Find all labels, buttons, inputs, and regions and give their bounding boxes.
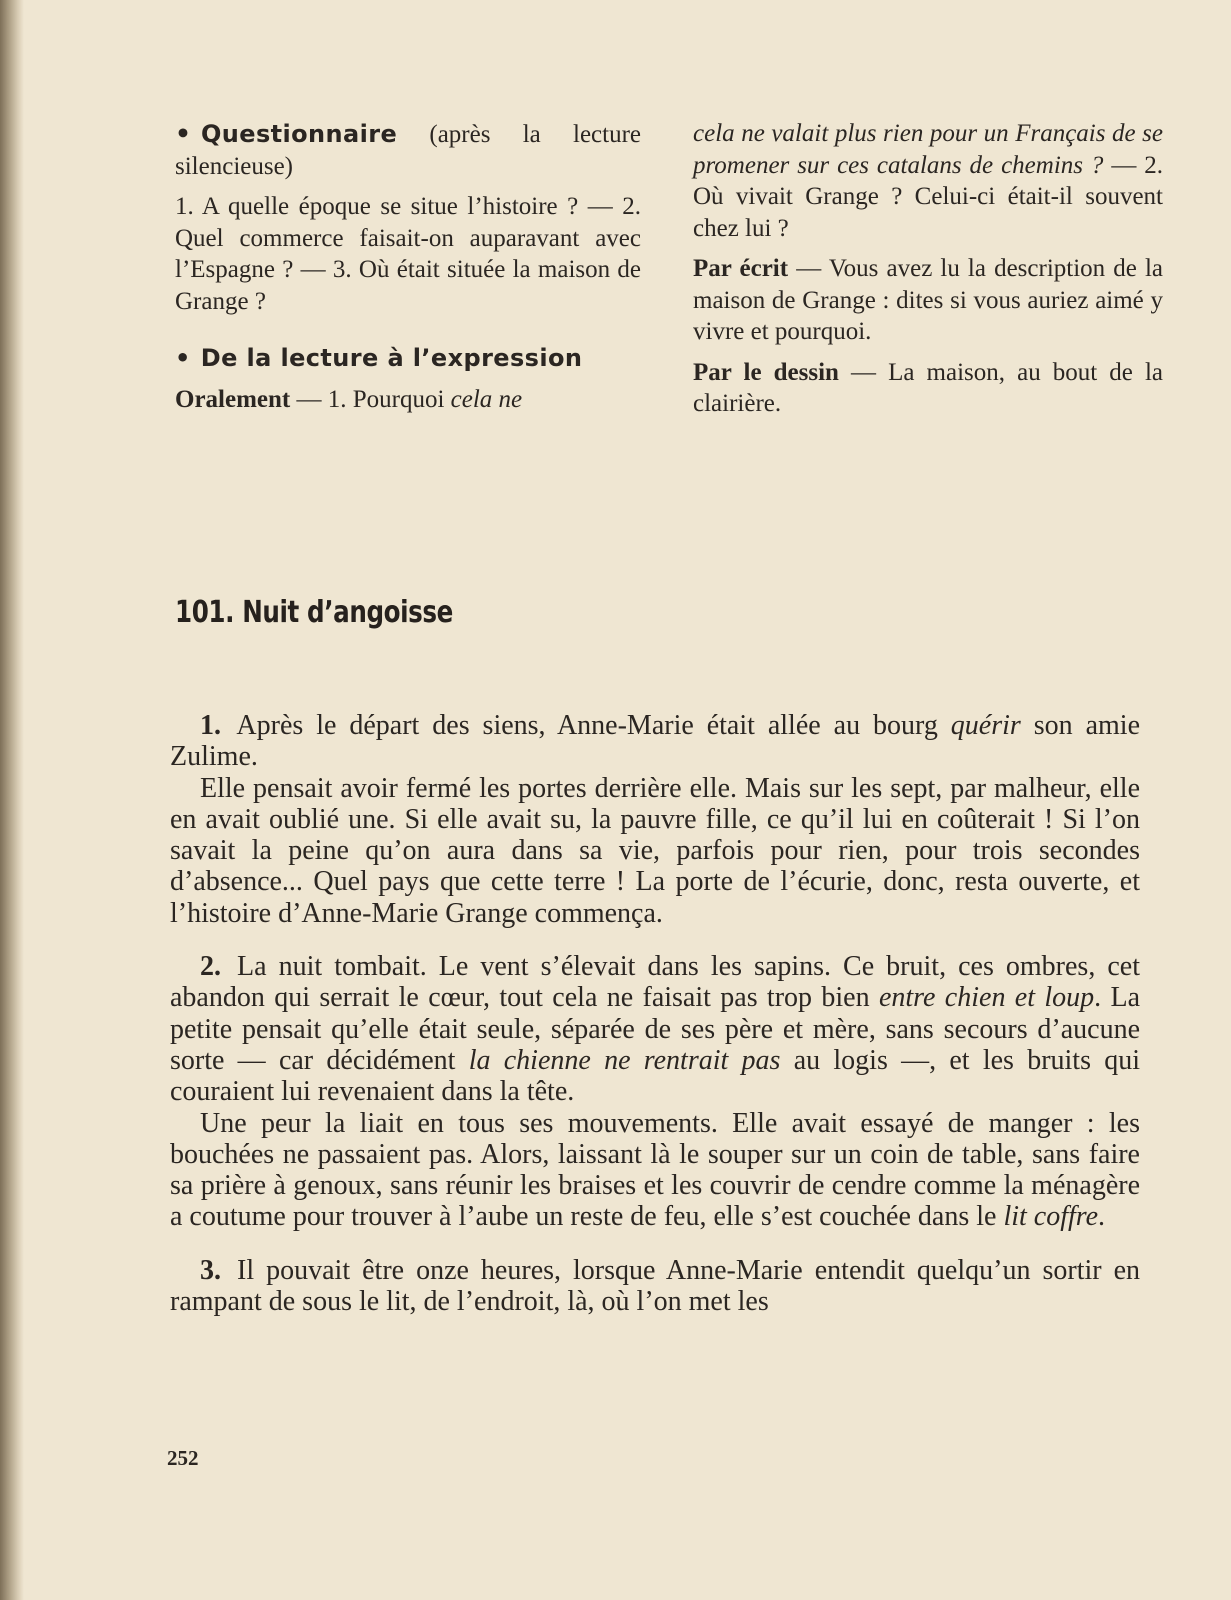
bullet-icon: • <box>175 344 191 372</box>
written-text: — Vous avez lu la description de la maison de Grange : dites si vous auriez aimé y vivre et pourquoi. <box>693 255 1163 345</box>
bullet-icon: • <box>175 119 191 148</box>
oral-label: Oralement <box>175 385 291 413</box>
reading-text <box>170 710 1140 1317</box>
expression-heading: De la lecture à l’expression <box>200 344 583 372</box>
page-number: 252 <box>167 1446 199 1470</box>
oral-text-start: — 1. Pourquoi <box>296 385 445 413</box>
italic-term: lit coffre <box>1003 1201 1099 1233</box>
drawing-text: — La maison, au bout de la clairière. <box>693 358 1164 417</box>
paragraph-number: 3. <box>200 1254 221 1286</box>
italic-term: la chienne ne rentrait pas <box>468 1044 781 1076</box>
questionnaire-subtitle: (après la lecture silencieuse) <box>175 121 641 180</box>
paragraph-number: 1. <box>200 710 221 741</box>
expression-header <box>175 343 641 375</box>
questionnaire-questions: 1. A quelle époque se situe l’histoire ? — 2. Quel commerce faisait-on auparavant avec l’Espagne ? — 3. Où était située la maison de Grange ? <box>175 193 641 315</box>
paragraph-1b: Elle pensait avoir fermé les portes derrière elle. Mais sur les sept, par malheur, elle en avait oublié une. Si elle avait su, la pauvre fille, ce qu’il lui en coûterait ! Si l’on savait la peine qu’on aura dans sa vie, parfois pour rien, pour trois secondes d’absence... Quel pays que cette terre ! La porte de l’écurie, donc, resta ouverte, et l’histoire d’Anne-Marie Grange commença. <box>170 772 1140 929</box>
questionnaire-column <box>175 118 641 415</box>
questionnaire-heading: Questionnaire <box>200 120 398 148</box>
written-label: Par écrit <box>693 255 789 282</box>
paragraph-1: 1. Après le départ des siens, Anne-Marie était allée au bourg quérir son amie Zulime. <box>170 710 1141 773</box>
paragraph-2b: Une peur la liait en tous ses mouvements. Elle avait essayé de manger : les bouchées ne passaient pas. Alors, laissant là le souper sur un coin de table, sans faire sa prière à genoux, sans réunir les braises et les couvrir de cendre comme la ménagère a coutume pour trouver à l’aube un reste de feu, elle s’est couchée dans le lit coffre. <box>170 1107 1140 1233</box>
paragraph-3: 3. Il pouvait être onze heures, lorsque Anne-Marie entendit quelqu’un sortir en rampant de sous le lit, de l’endroit, là, où l’on met les <box>170 1254 1141 1318</box>
paragraph-2: 2. La nuit tombait. Le vent s’élevait dans les sapins. Ce bruit, ces ombres, cet abandon qui serrait le cœur, tout cela ne faisait pas trop bien entre chien et loup. La petite pensait qu’elle était seule, séparée de ses père et mère, sans secours d’aucune sorte — car décidément la chienne ne rentrait pas au logis —, et les bruits qui couraient lui revenaient dans la tête. <box>170 951 1141 1108</box>
drawing-exercise <box>693 357 1163 420</box>
oral-exercise <box>175 384 641 416</box>
oral-italic-question: cela ne valait plus rien pour un Français de se promener sur ces catalans de chemins ? <box>693 120 1163 179</box>
italic-term: quérir <box>950 710 1021 741</box>
oral-text-end: — 2. Où vivait Grange ? Celui-ci était-il souvent chez lui ? <box>693 151 1164 242</box>
expression-column <box>693 118 1163 420</box>
drawing-label: Par le dessin <box>693 358 839 386</box>
oral-exercise-continued <box>693 118 1163 244</box>
italic-term: entre chien et loup <box>878 982 1095 1014</box>
written-exercise <box>693 253 1163 348</box>
oral-italic-lead: cela ne <box>450 385 523 413</box>
questionnaire-header <box>175 118 641 182</box>
section-title: 101. Nuit d’angoisse <box>175 595 453 630</box>
paragraph-number: 2. <box>200 951 221 983</box>
